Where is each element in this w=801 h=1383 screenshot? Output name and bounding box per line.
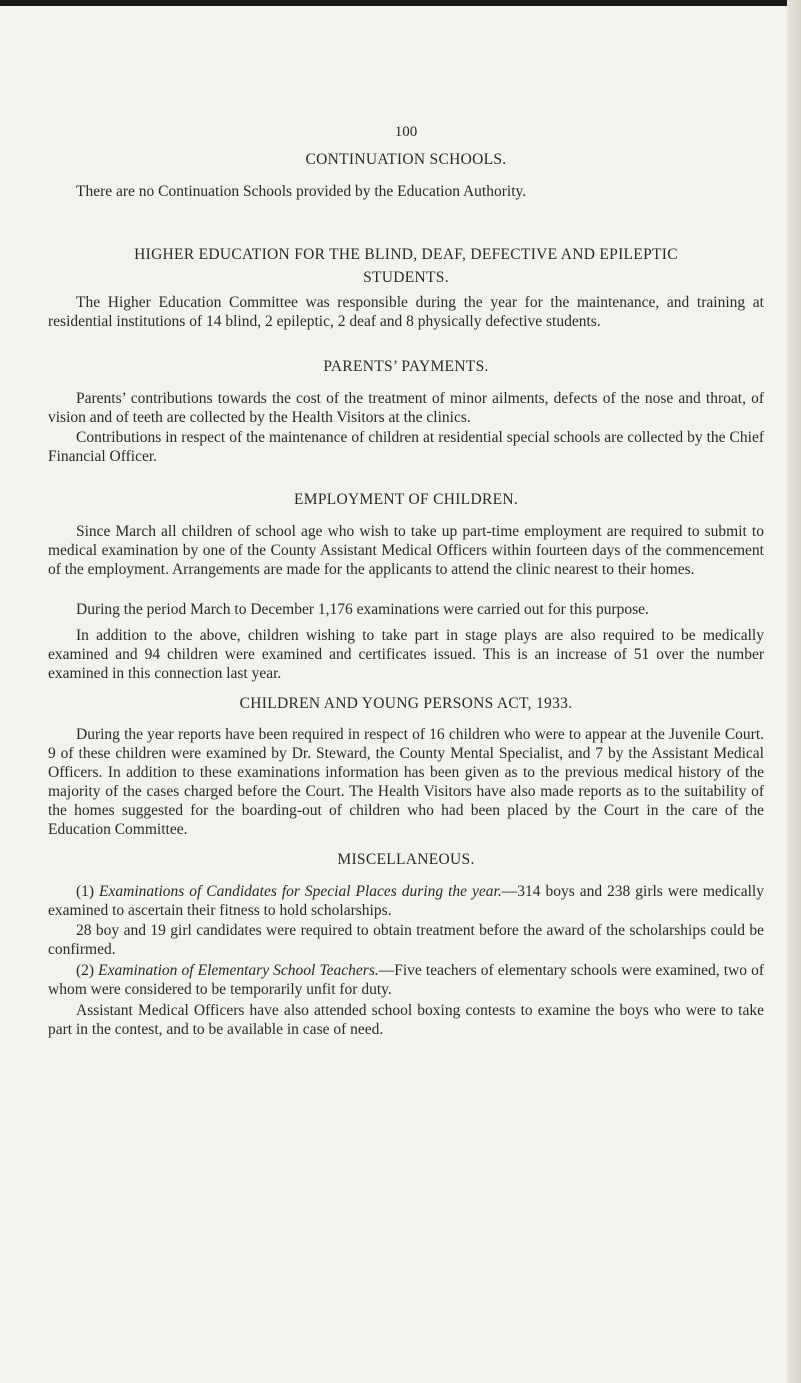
item-number: (1) [76,883,100,900]
item-title: Examination of Elementary School Teachers. [98,962,379,979]
heading-parents-payments: PARENTS’ PAYMENTS. [323,358,489,375]
paragraph: Contributions in respect of the maintenance of children at residential special schools are collected by the Chief Financial Officer. [48,429,764,465]
paragraph: 28 boy and 19 girl candidates were required to obtain treatment before the award of the scholarships could be confirmed. [48,922,764,958]
paragraph-exam-candidates [48,882,764,920]
top-scan-band [0,0,801,6]
page-edge-shadow [787,0,801,1383]
item-number: (2) [76,962,99,979]
paragraph: During the year reports have been required in respect of 16 children who were to appear at the Juvenile Court. 9 of these children were examined by Dr. Steward, the County Mental Specialist, and 7 by the Assistant Medical Officers. In addition to these examinations information has been given as to the previous medical history of the majority of the cases charged before the Court. The Health Visitors have also made reports as to the suitability of the homes suggested for the boarding-out of children who had been placed by the Court in the care of the Education Committee. [48,726,764,838]
item-text: —Five teachers of elementary schools were examined, two of whom were considered to be temporarily unfit for duty. [48,962,764,998]
paragraph: Parents’ contributions towards the cost of the treatment of minor ailments, defects of the nose and throat, of vision and of teeth are collected by the Health Visitors at the clinics. [48,390,764,426]
heading-miscellaneous: MISCELLANEOUS. [337,851,475,868]
paragraph: The Higher Education Committee was responsible during the year for the maintenance, and training at residential institutions of 14 blind, 2 epileptic, 2 deaf and 8 physically defective students. [48,294,764,330]
paragraph-exam-teachers [48,961,764,999]
item-title: Examinations of Candidates for Special Places during the year. [99,883,502,900]
item-text: —314 boys and 238 girls were medically examined to ascertain their fitness to hold scholarships. [48,883,764,919]
paragraph: During the period March to December 1,176 examinations were carried out for this purpose. [76,601,649,618]
heading-higher-education: HIGHER EDUCATION FOR THE BLIND, DEAF, DEFECTIVE AND EPILEPTIC STUDENTS. [134,246,678,286]
page-number: 100 [394,124,418,140]
paragraph: Assistant Medical Officers have also attended school boxing contests to examine the boys who were to take part in the contest, and to be available in case of need. [48,1002,764,1038]
paragraph: There are no Continuation Schools provided by the Education Authority. [76,183,527,200]
heading-continuation-schools: CONTINUATION SCHOOLS. [305,151,507,168]
paragraph: Since March all children of school age who wish to take up part-time employment are required to submit to medical examination by one of the County Assistant Medical Officers within fourteen days of the commencement of the employment. Arrangements are made for the applicants to attend the clinic nearest to their homes. [48,523,764,578]
heading-employment-of-children: EMPLOYMENT OF CHILDREN. [293,491,519,508]
paragraph: In addition to the above, children wishing to take part in stage plays are also required to be medically examined and 94 children were examined and certificates issued. This is an increase of 51 over the number examined in this connection last year. [48,627,764,682]
heading-children-young-persons-act: CHILDREN AND YOUNG PERSONS ACT, 1933. [239,695,573,712]
